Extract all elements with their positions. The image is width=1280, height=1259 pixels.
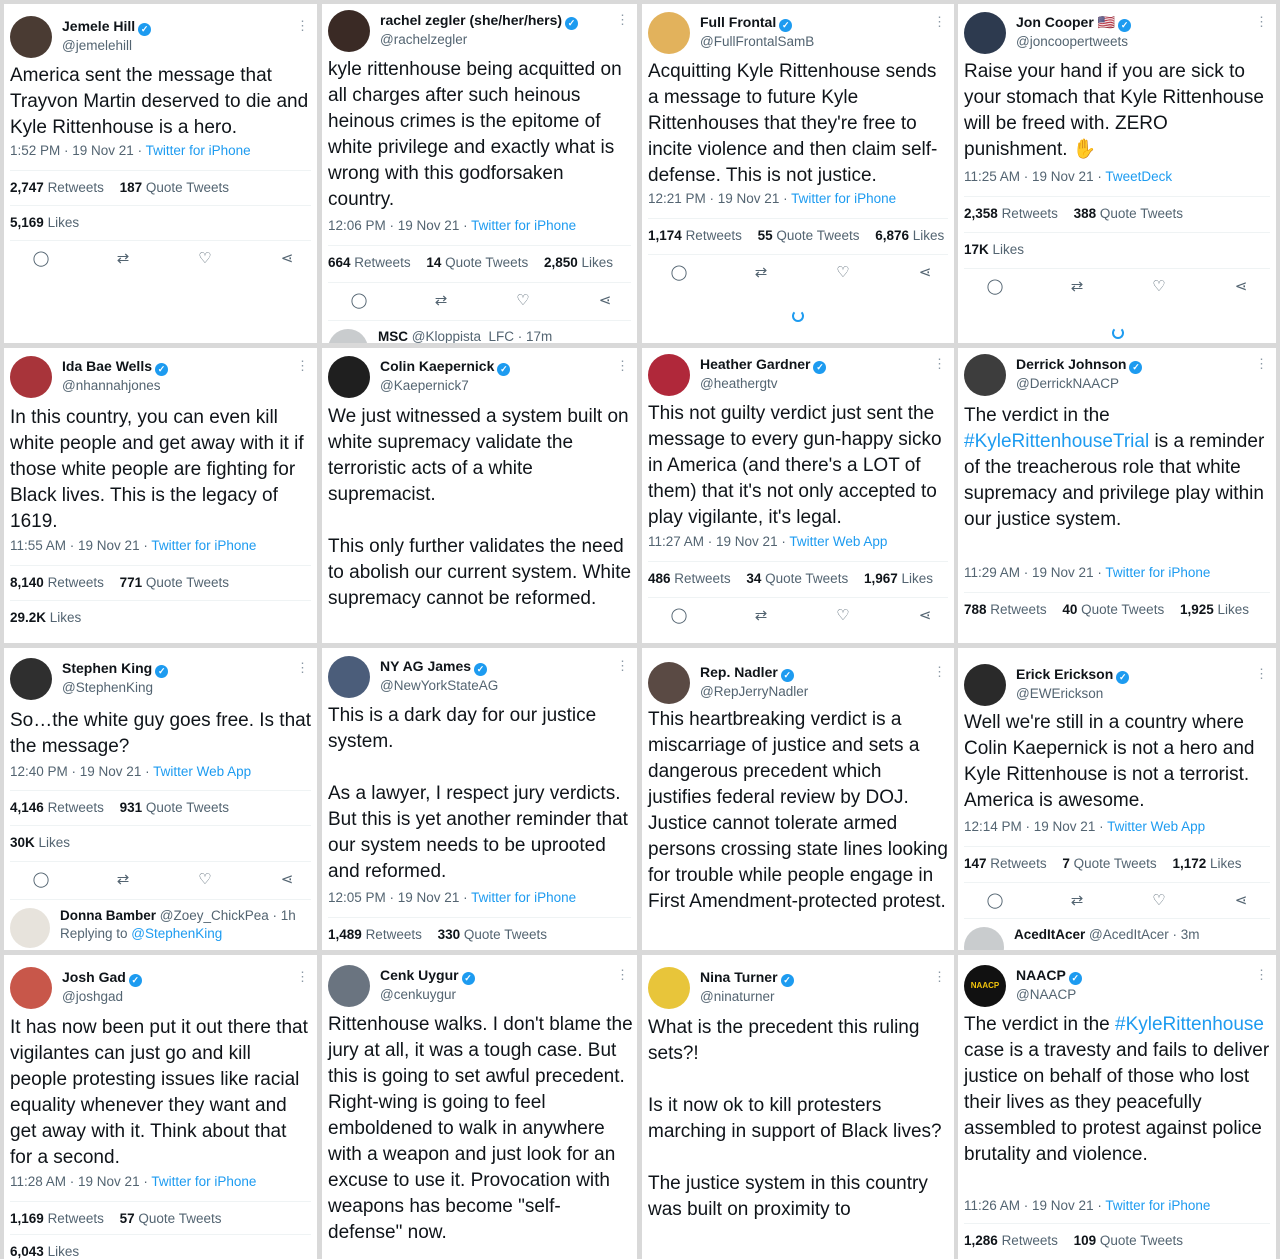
tweet-card[interactable] [4,955,317,1259]
tweet-text: In this country, you can even kill white people and get away with it if those white people are fighting for Black lives. This is the legacy of 1619. [10,407,304,532]
tweet-stats: 664 Retweets 14 Quote Tweets 2,850 Likes [328,245,631,279]
tweet-text: It has now been put it out there that vigilantes can just go and kill people protesting issues like racial equality whenever they want and get away with it. Think about that for a second. [10,1017,308,1168]
verified-badge-icon: ✓ [565,17,578,30]
tweet-likes: 5,169 Likes [10,205,311,239]
tweet-text: The verdict in the #KyleRittenhouseTrial is a reminder of the treacherous role that white supremacy and privilege play within our justice system. [964,405,1265,530]
tweet-meta: 12:06 PM · 19 Nov 21 · Twitter for iPhone [328,218,577,233]
tweet-text: We just witnessed a system built on white supremacy validate the terroristic acts of a white supremacist. This only further validates the need to abolish our current system. White supremacy cannot be reformed. [328,406,632,609]
verified-badge-icon: ✓ [474,663,487,676]
tweet-stats: 788 Retweets 40 Quote Tweets 1,925 Likes [964,592,1270,626]
display-name[interactable]: Full Frontal ✓ [700,14,792,32]
like-icon[interactable]: ♡ [836,607,850,624]
verified-badge-icon: ✓ [781,974,794,987]
tweet-source[interactable]: Twitter Web App [1107,819,1206,834]
more-icon[interactable]: ⋮ [296,969,309,984]
tweet-card[interactable] [4,648,317,950]
avatar[interactable] [328,329,368,343]
tweet-meta: 12:14 PM · 19 Nov 21 · Twitter Web App [964,819,1206,834]
verified-badge-icon: ✓ [129,974,142,987]
like-icon[interactable]: ♡ [198,871,212,888]
more-icon[interactable]: ⋮ [933,356,946,371]
more-icon[interactable]: ⋮ [1255,356,1268,371]
more-icon[interactable]: ⋮ [933,14,946,29]
tweet-actions [648,597,948,633]
avatar[interactable] [10,908,50,948]
tweet-actions [964,882,1270,918]
display-name[interactable]: Jemele Hill ✓ [62,18,151,36]
handle[interactable]: @jemelehill [62,38,132,53]
verified-badge-icon: ✓ [138,23,151,36]
handle[interactable]: @heathergtv [700,376,778,391]
tweet-stats: 1,174 Retweets 55 Quote Tweets 6,876 Likes [648,218,948,252]
more-icon[interactable]: ⋮ [616,12,629,27]
display-name[interactable]: Nina Turner ✓ [700,969,794,987]
avatar[interactable] [964,664,1006,706]
more-icon[interactable]: ⋮ [296,660,309,675]
more-icon[interactable]: ⋮ [616,967,629,982]
display-name[interactable]: NY AG James ✓ [380,658,487,676]
tweet-source[interactable]: Twitter Web App [153,764,252,779]
tweet-source[interactable]: Twitter for iPhone [1105,1198,1211,1213]
tweet-stats: 4,146 Retweets 931 Quote Tweets [10,790,311,824]
display-name[interactable]: Cenk Uygur ✓ [380,967,475,985]
tweet-meta: 11:25 AM · 19 Nov 21 · TweetDeck [964,169,1173,184]
tweet-actions [328,282,631,318]
display-name[interactable]: Stephen King ✓ [62,660,168,678]
display-name[interactable]: Rep. Nadler ✓ [700,664,794,682]
verified-badge-icon: ✓ [1129,361,1142,374]
retweet-icon[interactable]: ⇄ [754,264,768,281]
tweet-stats: 1,169 Retweets 57 Quote Tweets [10,1201,311,1235]
tweet-card[interactable] [642,348,954,643]
reply-preview[interactable]: Donna Bamber @Zoey_ChickPea · 1h Replying to @StephenKing [10,899,311,949]
like-icon[interactable]: ♡ [516,292,530,309]
tweet-actions [648,254,948,290]
verified-badge-icon: ✓ [779,19,792,32]
verified-badge-icon: ✓ [155,665,168,678]
handle[interactable]: @joncoopertweets [1016,34,1129,49]
tweet-likes: 6,043 Likes [10,1234,311,1259]
handle[interactable]: @joshgad [62,989,123,1004]
tweet-card[interactable] [322,648,637,950]
tweet-text: What is the precedent this ruling sets?! Is it now ok to kill protesters marching in support of Black lives? The justice system in this country was built on proximity to [648,1017,942,1220]
tweet-likes: 30K Likes [10,825,311,859]
tweet-header [328,654,631,700]
tweet-text: This not guilty verdict just sent the message to every gun-happy sicko in America (and there's a LOT of them) that it's not only accepted to play vigilante, it's legal. [648,403,942,528]
share-icon[interactable]: ⋖ [280,250,294,267]
tweet-meta: 12:05 PM · 19 Nov 21 · Twitter for iPhone [328,890,577,905]
tweet-meta: 11:27 AM · 19 Nov 21 · Twitter Web App [648,534,888,549]
loading-spinner-icon [792,310,804,322]
tweet-card[interactable] [322,955,637,1259]
tweet-stats: 147 Retweets 7 Quote Tweets 1,172 Likes [964,846,1270,880]
like-icon[interactable]: ♡ [1152,892,1166,909]
avatar[interactable] [10,967,52,1009]
display-name[interactable]: Colin Kaepernick ✓ [380,358,510,376]
tweet-card[interactable] [322,348,637,643]
reply-icon[interactable]: ◯ [986,278,1004,295]
tweet-card[interactable] [322,4,637,343]
tweet-actions [10,240,311,276]
like-icon[interactable]: ♡ [198,250,212,267]
reply-preview[interactable]: AcedItAcer @AcedItAcer · 3m [964,918,1270,950]
tweet-card[interactable] [4,4,317,343]
more-icon[interactable]: ⋮ [296,358,309,373]
tweet-header [648,10,948,56]
verified-badge-icon: ✓ [1116,671,1129,684]
verified-badge-icon: ✓ [1118,19,1131,32]
share-icon[interactable]: ⋖ [1234,892,1248,909]
reply-icon[interactable]: ◯ [670,607,688,624]
display-name[interactable]: NAACP ✓ [1016,967,1082,985]
retweet-icon[interactable]: ⇄ [754,607,768,624]
retweet-icon[interactable]: ⇄ [116,250,130,267]
tweet-header [10,965,311,1011]
more-icon[interactable]: ⋮ [1255,666,1268,681]
avatar[interactable] [648,662,690,704]
avatar[interactable] [964,354,1006,396]
tweet-header [328,354,631,400]
tweet-stats: 1,286 Retweets 109 Quote Tweets [964,1223,1270,1257]
handle[interactable]: @RepJerryNadler [700,684,809,699]
share-icon[interactable]: ⋖ [918,264,932,281]
reply-icon[interactable]: ◯ [350,292,368,309]
tweet-card[interactable] [958,4,1276,343]
handle[interactable]: @rachelzegler [380,32,468,47]
tweet-stats: 2,358 Retweets 388 Quote Tweets [964,196,1270,230]
handle[interactable]: @FullFrontalSamB [700,34,815,49]
avatar[interactable] [964,927,1004,950]
tweet-header [10,14,311,60]
tweet-source[interactable]: Twitter Web App [789,534,888,549]
tweet-source[interactable]: Twitter for iPhone [471,890,577,905]
tweet-card[interactable] [642,4,954,343]
display-name[interactable]: rachel zegler (she/her/hers) ✓ [380,12,578,30]
tweet-card[interactable] [642,955,954,1259]
hashtag-link[interactable]: #KyleRittenhouseTrial [964,431,1150,452]
tweet-header [648,352,948,398]
share-icon[interactable]: ⋖ [280,871,294,888]
tweet-source[interactable]: Twitter for iPhone [151,538,257,553]
tweet-source[interactable]: Twitter for iPhone [471,218,577,233]
tweet-card[interactable] [4,348,317,643]
retweet-icon[interactable]: ⇄ [1070,892,1084,909]
tweet-text: America sent the message that Trayvon Martin deserved to die and Kyle Rittenhouse is a hero. [10,65,309,138]
tweet-text: Acquitting Kyle Rittenhouse sends a message to future Kyle Rittenhouses that they're free to incite violence and then claim self-defense. This is not justice. [648,61,938,186]
handle[interactable]: @nhannahjones [62,378,161,393]
tweet-header [10,354,311,400]
tweet-card[interactable] [958,348,1276,643]
tweet-card[interactable] [642,648,954,950]
tweet-source[interactable]: Twitter for iPhone [1105,565,1211,580]
tweet-source[interactable]: TweetDeck [1105,169,1173,184]
more-icon[interactable]: ⋮ [616,658,629,673]
tweet-text: The verdict in the #KyleRittenhouse case is a travesty and fails to deliver justice on behalf of those who lost their lives as they peacefully assembled to protest against police brutality and violence. [964,1014,1270,1165]
share-icon[interactable]: ⋖ [1234,278,1248,295]
tweet-text: Well we're still in a country where Colin Kaepernick is not a hero and Kyle Rittenhouse is not a terrorist. America is awesome. [964,712,1255,811]
display-name[interactable]: Ida Bae Wells ✓ [62,358,168,376]
tweet-text: Raise your hand if you are sick to your stomach that Kyle Rittenhouse will be freed with. ZERO punishment. ✋ [964,61,1264,160]
handle[interactable]: @Kaepernick7 [380,378,469,393]
avatar[interactable] [964,12,1006,54]
hashtag-link[interactable]: #KyleRittenhouse [1115,1014,1264,1035]
tweet-stats: 8,140 Retweets 771 Quote Tweets [10,565,311,599]
tweet-text: So…the white guy goes free. Is that the message? [10,710,312,757]
tweet-meta: 11:55 AM · 19 Nov 21 · Twitter for iPhone [10,538,257,553]
avatar[interactable] [328,356,370,398]
handle[interactable]: @NewYorkStateAG [380,678,499,693]
display-name[interactable]: Heather Gardner ✓ [700,356,826,374]
tweet-stats: 1,489 Retweets 330 Quote Tweets [328,917,631,950]
like-icon[interactable]: ♡ [836,264,850,281]
loading-spinner-icon [1112,327,1124,339]
reply-preview[interactable]: MSC @Kloppista_LFC · 17m [328,320,631,343]
tweet-stats: 486 Retweets 34 Quote Tweets 1,967 Likes [648,561,948,595]
verified-badge-icon: ✓ [1069,972,1082,985]
tweet-card[interactable] [958,648,1276,950]
handle[interactable]: @DerrickNAACP [1016,376,1119,391]
display-name[interactable]: Derrick Johnson ✓ [1016,356,1142,374]
avatar[interactable] [328,656,370,698]
like-icon[interactable]: ♡ [1152,278,1166,295]
avatar[interactable] [328,10,370,52]
reply-icon[interactable]: ◯ [32,871,50,888]
display-name[interactable]: Josh Gad ✓ [62,969,142,987]
tweet-text: This heartbreaking verdict is a miscarriage of justice and sets a dangerous precedent which justifies federal review by DOJ. Justice cannot tolerate armed persons crossing state lines looking for trouble while people engage in First Amendment-protected protest. [648,709,948,912]
more-icon[interactable]: ⋮ [616,358,629,373]
mention-link[interactable]: @StephenKing [131,926,223,941]
verified-badge-icon: ✓ [155,363,168,376]
tweet-meta: 11:29 AM · 19 Nov 21 · Twitter for iPhone [964,565,1211,580]
tweet-source[interactable]: Twitter for iPhone [791,191,897,206]
tweet-text: kyle rittenhouse being acquitted on all charges after such heinous heinous crimes is the epitome of white privilege and exactly what is wrong with this godforsaken country. [328,59,622,210]
reply-icon[interactable]: ◯ [670,264,688,281]
reply-icon[interactable]: ◯ [986,892,1004,909]
verified-badge-icon: ✓ [462,972,475,985]
avatar[interactable] [648,12,690,54]
retweet-icon[interactable]: ⇄ [434,292,448,309]
avatar[interactable] [648,967,690,1009]
tweet-header [10,656,311,702]
tweet-meta: 11:26 AM · 19 Nov 21 · Twitter for iPhone [964,1198,1211,1213]
share-icon[interactable]: ⋖ [918,607,932,624]
tweet-actions [964,268,1270,304]
tweet-likes: 17K Likes [964,232,1270,266]
handle[interactable]: @cenkuygur [380,987,456,1002]
display-name[interactable]: Jon Cooper 🇺🇸 ✓ [1016,14,1131,32]
share-icon[interactable]: ⋖ [598,292,612,309]
verified-badge-icon: ✓ [497,363,510,376]
tweet-meta: 12:40 PM · 19 Nov 21 · Twitter Web App [10,764,252,779]
more-icon[interactable]: ⋮ [1255,967,1268,982]
handle[interactable]: @EWErickson [1016,686,1104,701]
avatar[interactable]: NAACP [964,965,1006,1007]
tweet-meta: 11:28 AM · 19 Nov 21 · Twitter for iPhone [10,1174,257,1189]
verified-badge-icon: ✓ [781,669,794,682]
avatar[interactable] [10,658,52,700]
tweet-header [964,963,1270,1009]
tweet-meta: 1:52 PM · 19 Nov 21 · Twitter for iPhone [10,143,251,158]
tweet-header [964,352,1270,398]
tweet-source[interactable]: Twitter for iPhone [151,1174,257,1189]
avatar[interactable] [10,16,52,58]
verified-badge-icon: ✓ [813,361,826,374]
tweet-header [964,10,1270,56]
tweet-actions [10,861,311,897]
tweet-source[interactable]: Twitter for iPhone [145,143,251,158]
avatar[interactable] [10,356,52,398]
tweet-text: Rittenhouse walks. I don't blame the jury at all, it was a tough case. But this is going to set awful precedent. Right-wing is going to feel emboldened to walk in anywhere with a weapon and just look for an excuse to use it. Provocation with weapons has become "self-defense" now. [328,1014,633,1243]
tweet-header [328,8,631,54]
avatar[interactable] [648,354,690,396]
tweet-card[interactable] [958,955,1276,1259]
more-icon[interactable]: ⋮ [296,18,309,33]
more-icon[interactable]: ⋮ [933,664,946,679]
avatar[interactable] [328,965,370,1007]
more-icon[interactable]: ⋮ [933,969,946,984]
more-icon[interactable]: ⋮ [1255,14,1268,29]
tweet-text: This is a dark day for our justice system. As a lawyer, I respect jury verdicts. But this is yet another reminder that our system needs to be uprooted and reformed. [328,705,628,882]
retweet-icon[interactable]: ⇄ [116,871,130,888]
tweet-likes: 29.2K Likes [10,600,311,634]
tweet-meta: 12:21 PM · 19 Nov 21 · Twitter for iPhone [648,191,897,206]
tweet-header [328,963,631,1009]
tweet-header [964,662,1270,708]
retweet-icon[interactable]: ⇄ [1070,278,1084,295]
reply-icon[interactable]: ◯ [32,250,50,267]
tweet-stats: 2,747 Retweets 187 Quote Tweets [10,170,311,204]
tweet-header [648,965,948,1011]
handle[interactable]: @ninaturner [700,989,775,1004]
tweet-header [648,660,948,706]
display-name[interactable]: Erick Erickson ✓ [1016,666,1129,684]
handle[interactable]: @NAACP [1016,987,1077,1002]
handle[interactable]: @StephenKing [62,680,154,695]
